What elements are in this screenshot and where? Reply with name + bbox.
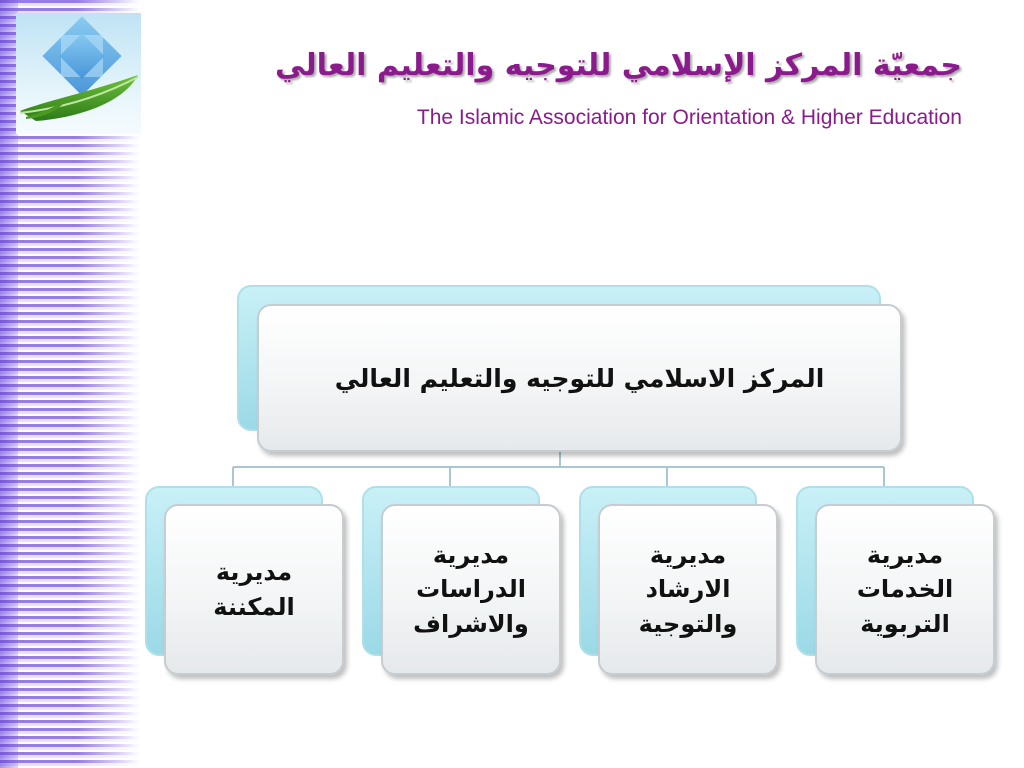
org-child-box-mechanization	[164, 504, 344, 675]
org-child-label-line: الدراسات	[416, 575, 526, 604]
org-child-label-line: مديرية	[649, 541, 727, 570]
org-child-label-line: المكننة	[213, 592, 295, 621]
page-title-arabic: جمعيّة المركز الإسلامي للتوجيه والتعليم العالي	[275, 48, 962, 83]
org-child-label-line: والاشراف	[413, 609, 529, 638]
org-root-label: المركز الاسلامي للتوجيه والتعليم العالي	[334, 363, 825, 393]
org-child-box-guidance	[598, 504, 778, 675]
org-child-label-line: مديرية	[866, 541, 944, 570]
org-child-label-line: مديرية	[215, 558, 293, 587]
org-child-label-line: والتوجية	[638, 609, 738, 638]
org-root-box	[257, 304, 902, 452]
org-child-label-line: التربوية	[860, 609, 950, 638]
org-child-box-studies	[381, 504, 561, 675]
org-child-label-line: الخدمات	[856, 575, 954, 604]
org-child-label-line: مديرية	[432, 541, 510, 570]
org-child-label-line: الارشاد	[645, 575, 731, 604]
org-child-box-educational-services	[815, 504, 995, 675]
page-title-english: The Islamic Association for Orientation & Higher Education	[416, 106, 962, 129]
